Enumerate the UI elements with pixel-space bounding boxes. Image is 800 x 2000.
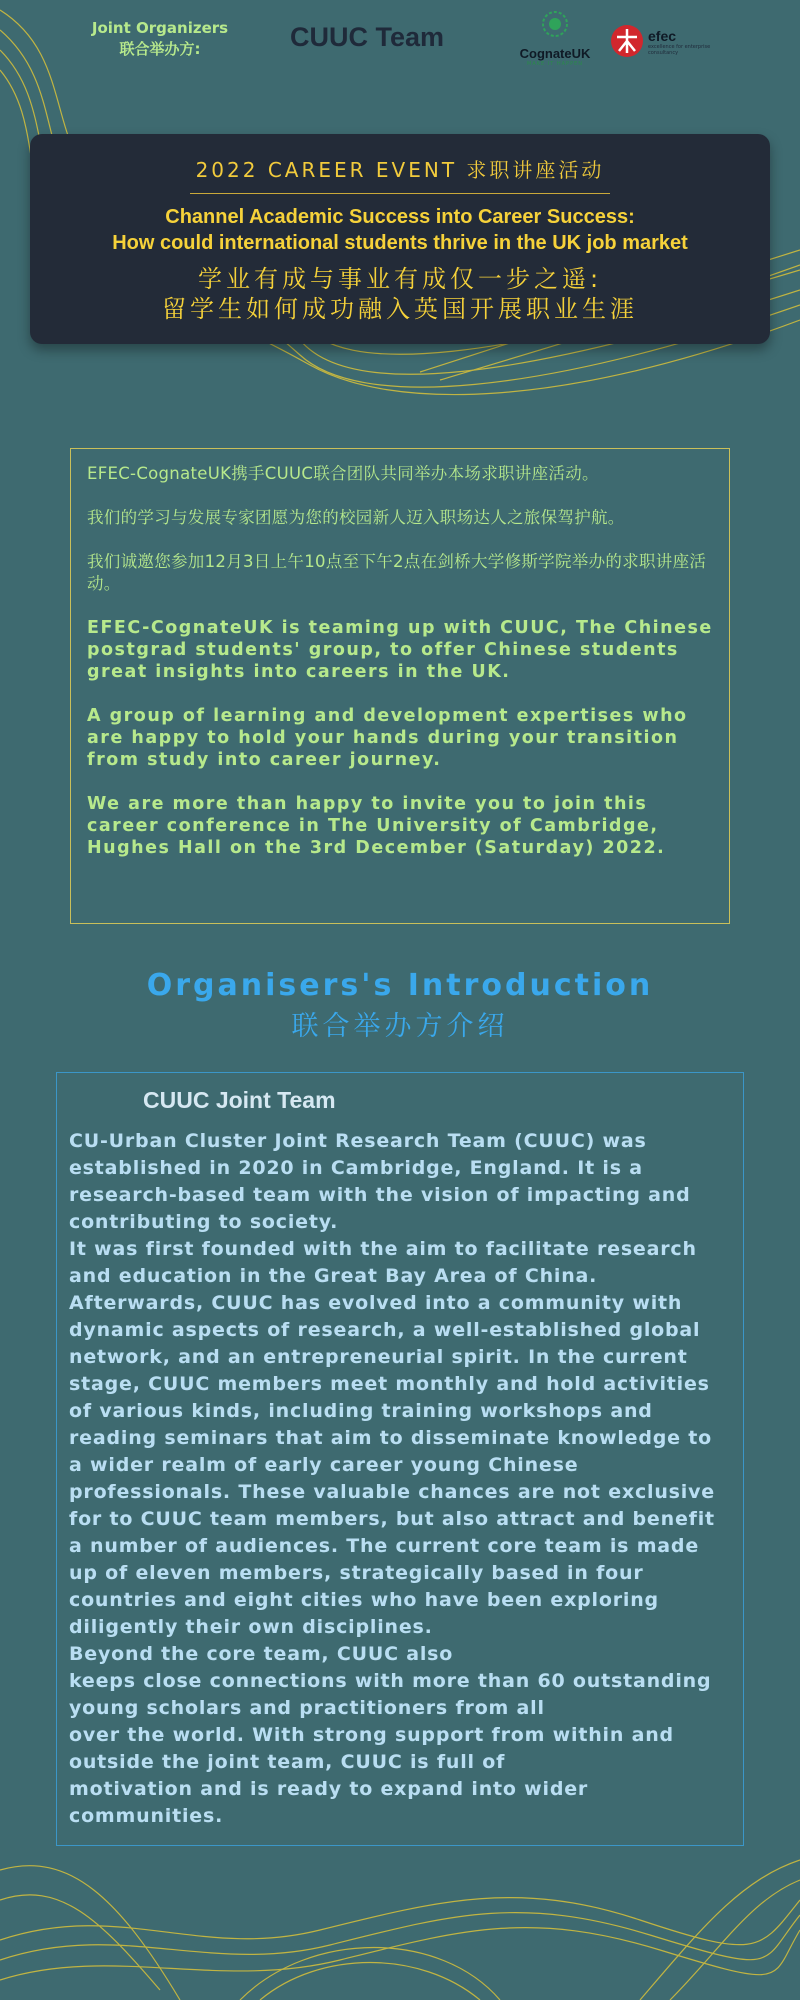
organisers-title-cn: 联合举办方介绍 <box>291 1011 509 1042</box>
event-title: 2022 CAREER EVENT 求职讲座活动 <box>195 158 605 182</box>
cognateuk-tagline: MAKE IT HAPPEN <box>527 61 583 67</box>
joint-organizers-label <box>70 18 250 60</box>
intro-en-paragraph-1: EFEC-CognateUK is teaming up with CUUC, The Chinese postgrad students' group, to offer Chinese students great insights into careers in the UK. <box>87 618 713 682</box>
event-subtitle-cn <box>30 264 770 324</box>
intro-en-paragraph-2: A group of learning and development expertises who are happy to hold your hands during your transition from study into career journey. <box>87 706 688 770</box>
cuuc-description: CU-Urban Cluster Joint Research Team (CUUC) was established in 2020 in Cambridge, England. It is a research-based team with the vision of impacting and contributing to society. It was first founded with the aim to facilitate research and education in the Great Bay Area of China. Afterwards, CUUC has evolved into a community with dynamic aspects of research, a well-established global network, and an entrepreneurial spirit. In the current stage, CUUC members meet monthly and hold activities of various kinds, including training workshops and reading seminars that aim to disseminate knowledge to a wider realm of early career young Chinese professionals. These valuable chances are not exclusive for to CUUC team members, but also attract and benefit a number of audiences. The current core team is made up of eleven members, strategically based in four countries and eight cities who have been exploring diligently their own disciplines. Beyond the core team, CUUC also keeps close connections with more than 60 outstanding young scholars and practitioners from all over the world. With strong support from within and outside the joint team, CUUC is full of motivation and is ready to expand into wider communities. <box>69 1130 715 1827</box>
efec-logo-text: efec <box>648 28 677 44</box>
cognateuk-logo-text: CognateUK <box>519 46 591 61</box>
intro-cn-paragraph-1: EFEC-CognateUK携手CUUC联合团队共同举办本场求职讲座活动。 <box>87 464 599 483</box>
efec-logo-subtext: excellence for enterprise consultancy <box>648 44 711 56</box>
joint-organizers-cn: 联合举办方: <box>119 40 201 58</box>
event-subtitle-cn-line2: 留学生如何成功融入英国开展职业生涯 <box>162 295 638 323</box>
event-subtitle-en-line1: Channel Academic Success into Career Success: <box>165 206 635 228</box>
event-subtitle-en <box>30 204 770 256</box>
intro-cn-paragraph-3: 我们诚邀您参加12月3日上午10点至下午2点在剑桥大学修斯学院举办的求职讲座活动。 <box>87 552 707 593</box>
cuuc-intro-box <box>56 1072 744 1846</box>
event-subtitle-cn-line1: 学业有成与事业有成仅一步之遥: <box>197 265 603 293</box>
joint-organizers-en: Joint Organizers <box>91 19 229 37</box>
cuuc-heading: CUUC Joint Team <box>143 1087 336 1113</box>
intro-en-paragraph-3: We are more than happy to invite you to join this career conference in The University of Cambridge, Hughes Hall on the 3rd December (Saturday) 2022. <box>87 794 666 858</box>
organisers-title-en: Organisers's Introduction <box>146 968 654 1003</box>
cognateuk-logo <box>508 8 602 68</box>
efec-logo <box>610 24 710 60</box>
cuuc-team-logo: CUUC Team <box>290 22 445 52</box>
event-intro-box <box>70 448 730 924</box>
intro-cn-paragraph-2: 我们的学习与发展专家团愿为您的校园新人迈入职场达人之旅保驾护航。 <box>87 508 625 527</box>
title-divider <box>190 193 610 194</box>
cognateuk-emblem-icon <box>539 8 571 40</box>
efec-emblem-icon <box>610 24 644 58</box>
event-subtitle-en-line2: How could international students thrive in the UK job market <box>112 232 688 254</box>
event-title-box <box>30 134 770 344</box>
